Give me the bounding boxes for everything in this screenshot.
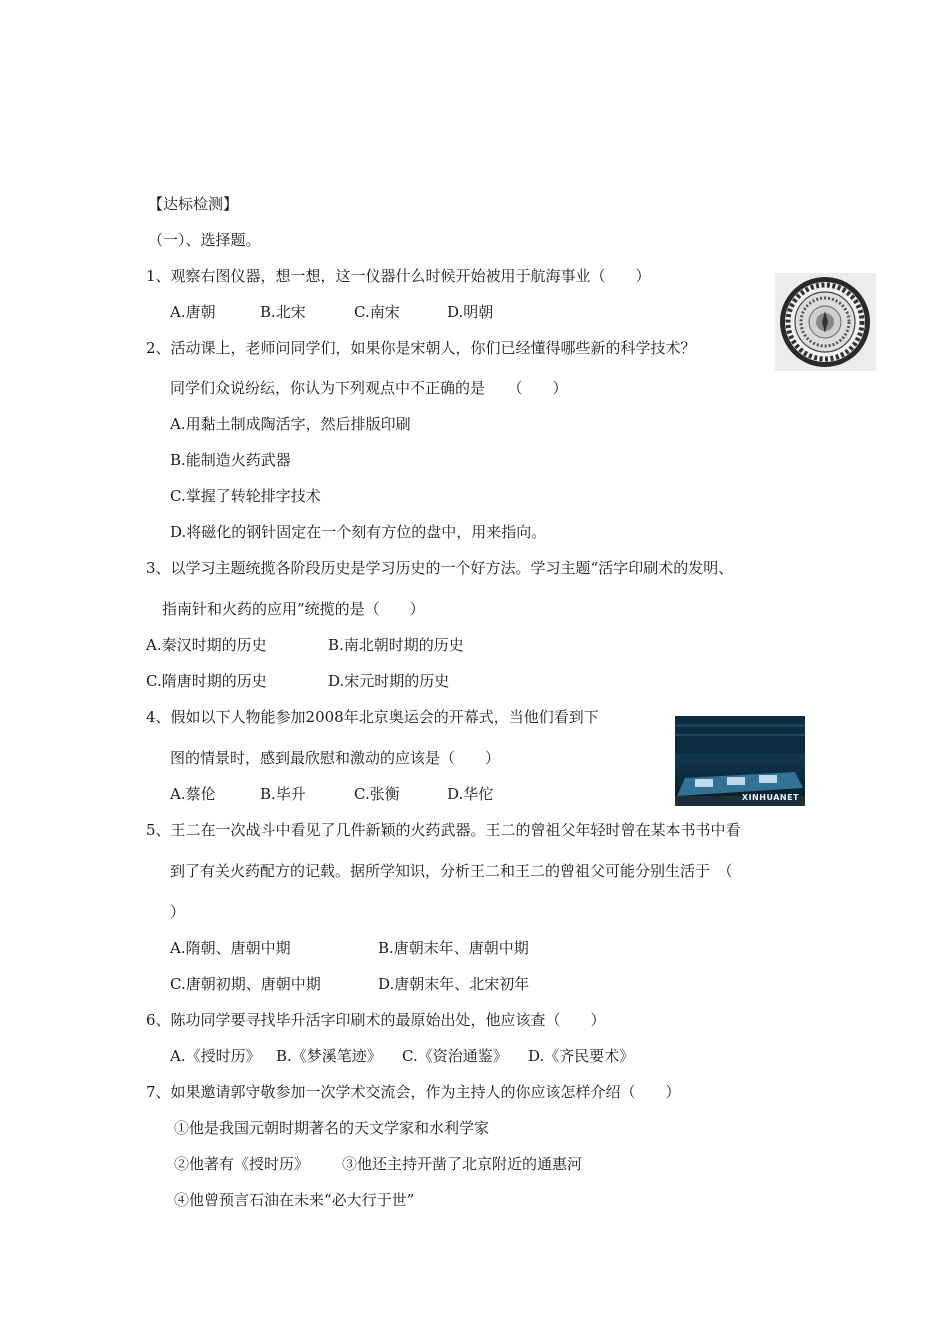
- q6-option-b: B.《梦溪笔迹》: [276, 1047, 382, 1065]
- q6-option-a: A.《授时历》: [170, 1047, 261, 1065]
- q4-option-a: A.蔡伦: [170, 785, 216, 803]
- question-6: 6、陈功同学要寻找毕升活字印刷术的最原始出处，他应该查（ ）: [146, 1011, 606, 1029]
- q7-item-2: ②他著有《授时历》: [174, 1155, 310, 1173]
- question-3-continued: 指南针和火药的应用”统揽的是（ ）: [162, 600, 425, 618]
- q5-option-c: C.唐朝初期、唐朝中期: [170, 975, 321, 993]
- q4-option-d: D.华佗: [447, 785, 494, 803]
- q4-option-b: B.毕升: [260, 785, 306, 803]
- question-4-continued: 图的情景时，感到最欣慰和激动的应该是（ ）: [170, 749, 501, 767]
- question-5-continued: 到了有关火药配方的记载。据所学知识，分析王二和王二的曾祖父可能分别生活于 （: [170, 862, 733, 880]
- q4-option-c: C.张衡: [354, 785, 400, 803]
- question-4: 4、假如以下人物能参加2008年北京奥运会的开幕式，当他们看到下: [146, 708, 599, 726]
- q1-option-c: C.南宋: [354, 303, 400, 321]
- q2-option-a: A.用黏土制成陶活字，然后排版印刷: [170, 415, 411, 433]
- section-subtitle: （一）、选择题。: [148, 231, 261, 249]
- q3-option-c: C.隋唐时期的历史: [146, 672, 267, 690]
- section-title: 【达标检测】: [148, 195, 239, 213]
- q5-option-a: A.隋朝、唐朝中期: [170, 939, 291, 957]
- question-2: 2、活动课上，老师问同学们，如果你是宋朝人，你们已经懂得哪些新的科学技术？: [146, 339, 696, 357]
- compass-image: [775, 273, 876, 371]
- watermark-text: XINHUANET: [741, 793, 799, 802]
- q5-option-d: D.唐朝末年、北宋初年: [378, 975, 530, 993]
- q1-option-a: A.唐朝: [170, 303, 216, 321]
- q2-option-d: D.将磁化的钢针固定在一个刻有方位的盘中，用来指向。: [170, 523, 547, 541]
- question-2-continued: 同学们众说纷纭，你认为下列观点中不正确的是 （ ）: [170, 379, 568, 397]
- question-3: 3、以学习主题统揽各阶段历史是学习历史的一个好方法。学习主题“活字印刷术的发明、: [146, 559, 734, 577]
- olympic-ceremony-image: [675, 716, 805, 806]
- question-7: 7、如果邀请郭守敬参加一次学术交流会，作为主持人的你应该怎样介绍（ ）: [146, 1083, 681, 1101]
- question-1: 1、观察右图仪器，想一想，这一仪器什么时候开始被用于航海事业（ ）: [146, 267, 651, 285]
- q6-option-c: C.《资治通鉴》: [402, 1047, 508, 1065]
- q3-option-d: D.宋元时期的历史: [328, 672, 450, 690]
- q7-item-1: ①他是我国元朝时期著名的天文学家和水利学家: [174, 1119, 490, 1137]
- q2-option-c: C.掌握了转轮排字技术: [170, 487, 321, 505]
- q1-option-b: B.北宋: [260, 303, 306, 321]
- q5-option-b: B.唐朝末年、唐朝中期: [378, 939, 529, 957]
- q2-option-b: B.能制造火药武器: [170, 451, 291, 469]
- q3-option-b: B.南北朝时期的历史: [328, 636, 464, 654]
- q7-item-3: ③他还主持开凿了北京附近的通惠河: [342, 1155, 583, 1173]
- q6-option-d: D.《齐民要术》: [528, 1047, 635, 1065]
- q1-option-d: D.明朝: [447, 303, 494, 321]
- q3-option-a: A.秦汉时期的历史: [146, 636, 267, 654]
- q7-item-4: ④他曾预言石油在未来“必大行于世”: [174, 1191, 415, 1209]
- question-5-paren: ）: [170, 903, 186, 921]
- question-5: 5、王二在一次战斗中看见了几件新颖的火药武器。王二的曾祖父年轻时曾在某本书书中看: [146, 821, 741, 839]
